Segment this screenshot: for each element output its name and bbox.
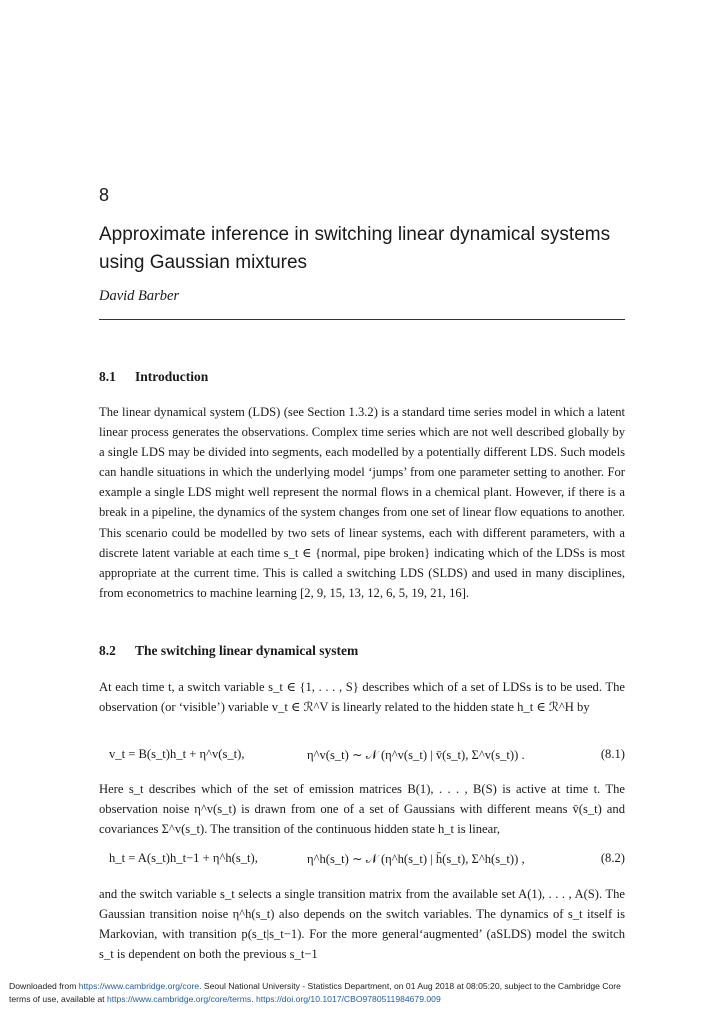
- title-rule: [99, 319, 625, 320]
- equation-8-2: [99, 851, 625, 871]
- section-title: Introduction: [135, 369, 209, 384]
- footer-text: . Seoul National University - Statistics Department, on 01 Aug 2018 at 08:05:20, subject to the Cambridge Core: [199, 981, 621, 991]
- equation-left: v_t = B(s_t)h_t + η^v(s_t),: [109, 747, 245, 761]
- section-heading-slds: [99, 643, 358, 659]
- paragraph-text: At each time t, a switch variable s_t ∈ {1, . . . , S} describes which of a set of LDSs is to be used. The observation (or ‘visible’) variable v_t ∈ ℛ^V is linearly related to the hidden state h_t ∈ ℛ^H by: [99, 680, 625, 715]
- slds-paragraph-3: [99, 884, 625, 964]
- download-footer: [9, 980, 714, 1006]
- footer-text: terms of use, available at: [9, 994, 105, 1004]
- chapter-title: Approximate inference in switching linear dynamical systems using Gaussian mixtures: [99, 224, 611, 273]
- chapter-number: 8: [99, 185, 110, 205]
- section-title: The switching linear dynamical system: [135, 643, 359, 658]
- section-number: 8.1: [99, 369, 116, 384]
- paragraph-text: and the switch variable s_t selects a single transition matrix from the available set A(1), . . . , A(S). The Gaussian transition noise η^h(s_t) also depends on the switch variables. The dynamics of s_t itself is Markovian, with transition p(s_t|s_t−1). For the more general‘augmented’ (aSLDS) model the switch s_t is dependent on both the previous s_t−1: [99, 887, 625, 962]
- section-heading-introduction: [99, 369, 208, 385]
- author: David Barber: [99, 288, 180, 304]
- slds-paragraph-1: [99, 677, 625, 717]
- introduction-paragraph: [99, 402, 625, 603]
- section-number: 8.2: [99, 643, 116, 658]
- slds-paragraph-2: [99, 779, 625, 839]
- footer-text: Downloaded from: [9, 981, 77, 991]
- footer-text: .: [251, 994, 254, 1004]
- equation-left: h_t = A(s_t)h_t−1 + η^h(s_t),: [109, 851, 258, 865]
- core-link[interactable]: https://www.cambridge.org/core: [78, 981, 200, 991]
- equation-right: η^v(s_t) ∼ 𝒩 (η^v(s_t) | v̄(s_t), Σ^v(s_t)) .: [307, 748, 525, 762]
- paragraph-text: Here s_t describes which of the set of emission matrices B(1), . . . , B(S) is active at time t. The observation noise η^v(s_t) is drawn from one of a set of Gaussians with different means v̄(s_t) and covariances Σ^v(s_t). The transition of the continuous hidden state h_t is linear,: [99, 782, 625, 837]
- equation-number: (8.2): [600, 851, 625, 865]
- paragraph-text: The linear dynamical system (LDS) (see Section 1.3.2) is a standard time series model in which a latent linear process generates the observations. Complex time series which are not well described globally by a single LDS may be divided into segments, each modelled by a potentially different LDS. Such models can handle situations in which the underlying model ‘jumps’ from one parameter setting to another. For example a single LDS might well represent the normal flows in a chemical plant. However, if there is a break in a pipeline, the dynamics of the system changes from one set of linear flow equations to another. This scenario could be modelled by two sets of linear systems, each with different parameters, with a discrete latent variable at each time s_t ∈ {normal, pipe broken} indicating which of the LDSs is most appropriate at the current time. This is called a switching LDS (SLDS) and used in many disciplines, from econometrics to machine learning [2, 9, 15, 13, 12, 6, 5, 19, 21, 16].: [99, 405, 625, 600]
- equation-right: η^h(s_t) ∼ 𝒩 (η^h(s_t) | h̄(s_t), Σ^h(s_t)) ,: [307, 852, 525, 866]
- equation-number: (8.1): [600, 747, 625, 761]
- equation-8-1: [99, 747, 625, 767]
- terms-link[interactable]: https://www.cambridge.org/core/terms: [106, 994, 252, 1004]
- doi-link[interactable]: https://doi.org/10.1017/CBO9780511984679.009: [255, 994, 441, 1004]
